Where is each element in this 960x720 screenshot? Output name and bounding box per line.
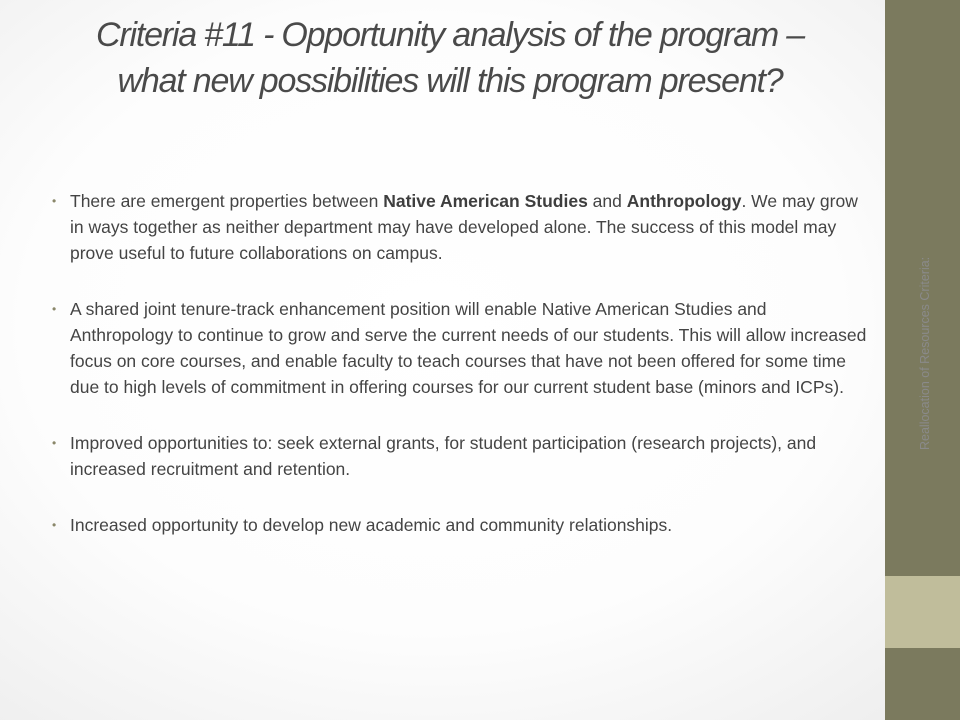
title-line-1: Criteria #11 - Opportunity analysis of the program – bbox=[96, 16, 804, 54]
bullet-item-3 bbox=[52, 430, 867, 482]
bullet-dot-icon: • bbox=[52, 194, 57, 208]
bullet-1-text-b: and bbox=[587, 191, 627, 211]
bullet-3-text: Improved opportunities to: seek external grants, for student participation (research projects), and increased recruitment and retention. bbox=[70, 433, 817, 479]
bullet-list bbox=[52, 188, 867, 538]
bullet-1-bold-anthropology: Anthropology bbox=[626, 191, 742, 211]
bullet-1-bold-native-american-studies: Native American Studies bbox=[383, 191, 588, 211]
bullet-item-4 bbox=[52, 512, 867, 538]
bullet-2-text: A shared joint tenure-track enhancement position will enable Native American Studies and Anthropology to continue to grow and serve the current needs of our students. This will allow increased focus on core courses, and enable faculty to teach courses that have not been offered for some time due to high levels of commitment in offering courses for our current student base (minors and ICPs). bbox=[70, 299, 867, 397]
sidebar-band-bottom bbox=[885, 648, 960, 720]
bullet-dot-icon: • bbox=[52, 302, 57, 316]
bullet-item-1 bbox=[52, 188, 867, 266]
bullet-dot-icon: • bbox=[52, 436, 57, 450]
vertical-footer-text: Reallocation of Resources Criteria: bbox=[918, 256, 932, 450]
bullet-dot-icon: • bbox=[52, 518, 57, 532]
bullet-1-text-a: There are emergent properties between bbox=[70, 191, 384, 211]
bullet-1-text-c: . We may grow in ways together as neither department may have developed alone. The success of this model may prove useful to future collaborations on campus. bbox=[70, 191, 858, 263]
bullet-item-2 bbox=[52, 296, 867, 400]
bullet-4-text: Increased opportunity to develop new academic and community relationships. bbox=[70, 515, 673, 535]
slide-title bbox=[20, 12, 880, 104]
title-line-2: what new possibilities will this program present? bbox=[117, 62, 783, 100]
sidebar-band-middle bbox=[885, 576, 960, 648]
